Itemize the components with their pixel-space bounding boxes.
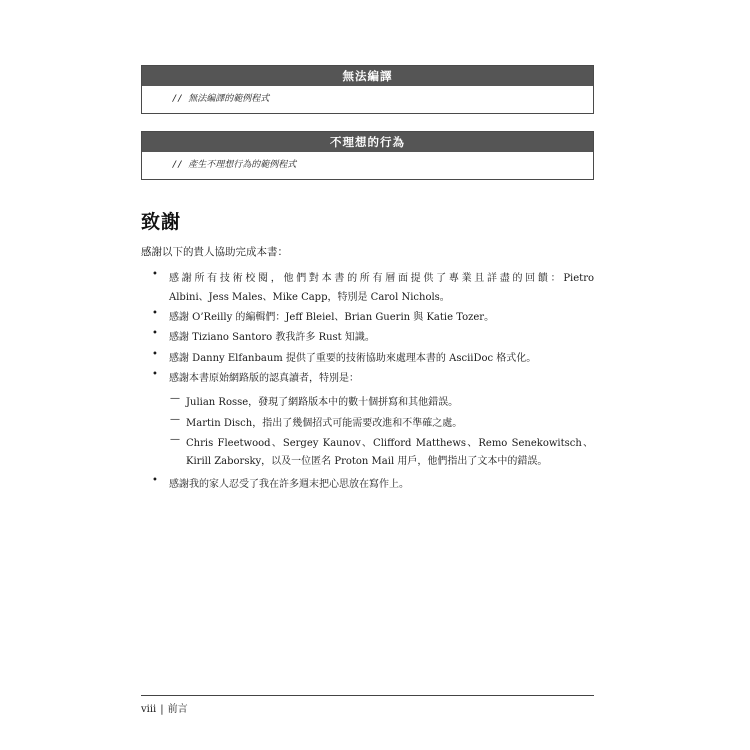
code-box-body: // 產生不理想行為的範例程式	[172, 160, 297, 170]
sub-list-item: Julian Rosse，發現了網路版本中的數十個拼寫和其他錯誤。	[186, 397, 459, 408]
bullet-marker: •	[152, 308, 158, 319]
sub-list-item: Chris Fleetwood、Sergey Kaunov、Clifford Matthews、Remo Senekowitsch、	[186, 438, 593, 449]
page-number: viii	[141, 704, 157, 715]
bullet-marker: •	[152, 328, 158, 339]
code-box-title: 不理想的行為	[142, 132, 593, 152]
list-item: 感謝 Danny Elfanbaum 提供了重要的技術協助來處理本書的 AsciiDoc 格式化。	[169, 353, 537, 364]
chapter-name: 前言	[167, 704, 188, 715]
section-heading: 致謝	[141, 211, 182, 233]
list-item: 感謝我的家人忍受了我在許多週末把心思放在寫作上。	[169, 479, 409, 490]
dash-marker: —	[170, 393, 180, 404]
intro-paragraph: 感謝以下的貴人協助完成本書：	[141, 246, 288, 258]
list-item: 感謝 O’Reilly 的編輯們：Jeff Bleiel、Brian Guerin 與 Katie Tozer。	[169, 312, 495, 323]
list-item: 感謝本書原始網路版的認真讀者，特別是：	[169, 373, 359, 384]
dash-marker: —	[170, 434, 180, 445]
sub-list-item-continuation: Kirill Zaborsky，以及一位匿名 Proton Mail 用戶，他們指出了文本中的錯誤。	[186, 456, 548, 467]
list-item: 感謝所有技術校閱，他們對本書的所有層面提供了專業且詳盡的回饋：Pietro	[169, 273, 594, 284]
bullet-marker: •	[152, 349, 158, 360]
bullet-marker: •	[152, 269, 158, 280]
bullet-marker: •	[152, 369, 158, 380]
sub-list-item: Martin Disch，指出了幾個招式可能需要改進和不準確之處。	[186, 418, 463, 429]
list-item-continuation: Albini、Jess Males、Mike Capp，特別是 Carol Nichols。	[169, 292, 450, 303]
footer-separator: |	[160, 704, 164, 715]
page-footer	[141, 700, 188, 715]
bullet-marker: •	[152, 475, 158, 486]
code-box-undesired-behavior	[141, 131, 594, 180]
code-box-title: 無法編譯	[142, 66, 593, 86]
code-box-body: // 無法編譯的範例程式	[172, 94, 270, 104]
code-box-does-not-compile	[141, 65, 594, 114]
footer-divider	[141, 695, 594, 696]
dash-marker: —	[170, 414, 180, 425]
list-item: 感謝 Tiziano Santoro 教我許多 Rust 知識。	[169, 332, 375, 343]
